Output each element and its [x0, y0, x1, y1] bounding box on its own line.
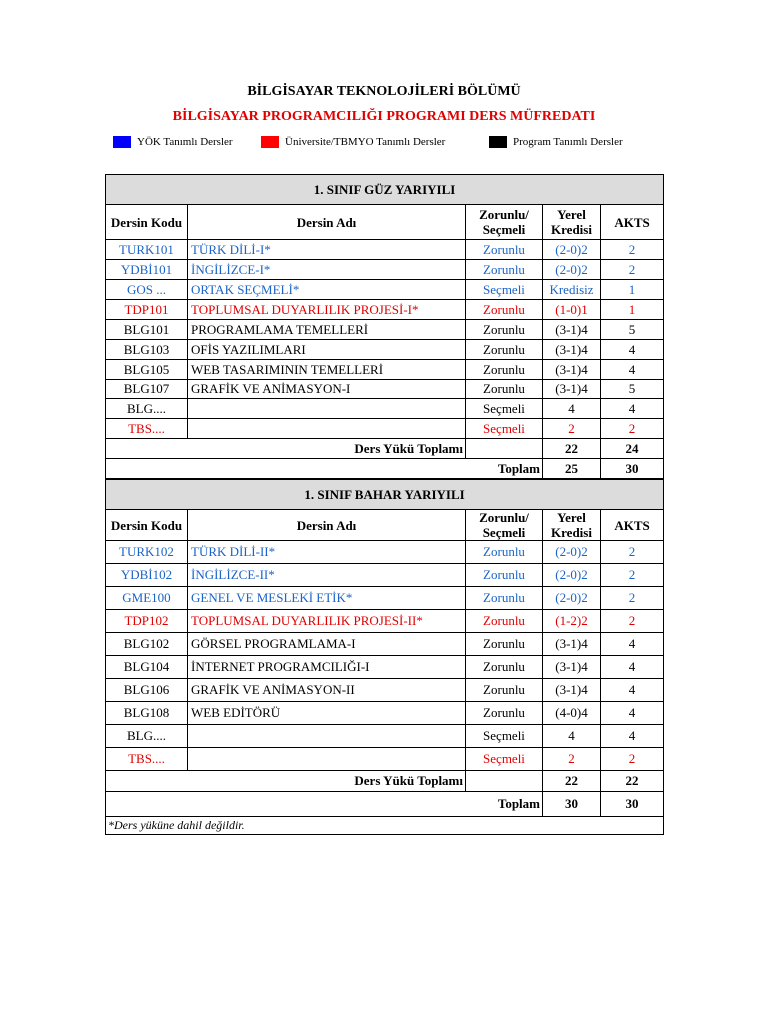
legend: [113, 136, 673, 152]
course-akts: 5: [601, 380, 664, 399]
table-row: [106, 280, 664, 300]
table-row: [106, 587, 664, 610]
course-name: TÜRK DİLİ-I*: [188, 240, 466, 260]
col-code-header: Dersin Kodu: [106, 205, 188, 240]
legend-swatch-red: [261, 136, 279, 148]
course-code: TBS....: [106, 748, 188, 771]
course-type: Zorunlu: [466, 656, 543, 679]
fall-total-label: Toplam: [106, 459, 543, 479]
legend-swatch-black: [489, 136, 507, 148]
col-type-header: Zorunlu/ Seçmeli: [466, 205, 543, 240]
course-type: Zorunlu: [466, 260, 543, 280]
table-row: [106, 320, 664, 340]
table-row: [106, 656, 664, 679]
course-name: [188, 748, 466, 771]
course-name: TÜRK DİLİ-II*: [188, 541, 466, 564]
table-row: [106, 300, 664, 320]
course-type: Seçmeli: [466, 419, 543, 439]
course-akts: 4: [601, 340, 664, 360]
course-type: Zorunlu: [466, 564, 543, 587]
course-credit: (3-1)4: [543, 360, 601, 380]
course-type: Zorunlu: [466, 360, 543, 380]
course-credit: 2: [543, 748, 601, 771]
legend-item-program: [489, 136, 623, 148]
course-code: BLG107: [106, 380, 188, 399]
course-akts: 4: [601, 633, 664, 656]
department-title: BİLGİSAYAR TEKNOLOJİLERİ BÖLÜMÜ: [247, 84, 521, 99]
course-code: TURK102: [106, 541, 188, 564]
course-type: Zorunlu: [466, 610, 543, 633]
course-code: TURK101: [106, 240, 188, 260]
course-code: BLG101: [106, 320, 188, 340]
course-credit: (2-0)2: [543, 260, 601, 280]
course-code: BLG108: [106, 702, 188, 725]
course-code: BLG102: [106, 633, 188, 656]
course-akts: 2: [601, 260, 664, 280]
course-code: GOS ...: [106, 280, 188, 300]
fall-total-credit: 25: [543, 459, 601, 479]
course-name: TOPLUMSAL DUYARLILIK PROJESİ-I*: [188, 300, 466, 320]
course-code: BLG105: [106, 360, 188, 380]
course-credit: 4: [543, 725, 601, 748]
course-name: ORTAK SEÇMELİ*: [188, 280, 466, 300]
course-type: Zorunlu: [466, 541, 543, 564]
spring-load-empty: [466, 771, 543, 792]
course-type: Zorunlu: [466, 587, 543, 610]
course-code: TBS....: [106, 419, 188, 439]
fall-load-akts: 24: [601, 439, 664, 459]
course-akts: 4: [601, 360, 664, 380]
col-name-header: Dersin Adı: [188, 510, 466, 541]
course-credit: (2-0)2: [543, 240, 601, 260]
course-type: Zorunlu: [466, 240, 543, 260]
course-name: WEB EDİTÖRÜ: [188, 702, 466, 725]
course-akts: 4: [601, 656, 664, 679]
course-name: TOPLUMSAL DUYARLILIK PROJESİ-II*: [188, 610, 466, 633]
legend-item-university: [261, 136, 445, 148]
course-code: BLG104: [106, 656, 188, 679]
spring-total-akts: 30: [601, 792, 664, 817]
course-credit: (3-1)4: [543, 633, 601, 656]
course-credit: 2: [543, 419, 601, 439]
footnote: *Ders yüküne dahil değildir.: [106, 817, 664, 835]
course-type: Seçmeli: [466, 748, 543, 771]
table-row: [106, 633, 664, 656]
course-code: YDBİ102: [106, 564, 188, 587]
course-akts: 1: [601, 280, 664, 300]
course-akts: 2: [601, 610, 664, 633]
col-type-header: Zorunlu/ Seçmeli: [466, 510, 543, 541]
course-credit: (3-1)4: [543, 380, 601, 399]
course-code: BLG103: [106, 340, 188, 360]
course-credit: (1-0)1: [543, 300, 601, 320]
fall-total-akts: 30: [601, 459, 664, 479]
course-type: Zorunlu: [466, 320, 543, 340]
course-code: BLG....: [106, 725, 188, 748]
spring-curriculum-table: [105, 479, 664, 835]
course-type: Zorunlu: [466, 679, 543, 702]
course-akts: 4: [601, 725, 664, 748]
table-row: [106, 610, 664, 633]
course-name: [188, 399, 466, 419]
table-row: [106, 360, 664, 380]
fall-curriculum-table: [105, 174, 664, 479]
course-name: GÖRSEL PROGRAMLAMA-I: [188, 633, 466, 656]
fall-load-credit: 22: [543, 439, 601, 459]
course-name: İNGİLİZCE-II*: [188, 564, 466, 587]
legend-label: Program Tanımlı Dersler: [513, 136, 623, 148]
course-credit: (3-1)4: [543, 340, 601, 360]
course-name: İNTERNET PROGRAMCILIĞI-I: [188, 656, 466, 679]
course-type: Seçmeli: [466, 280, 543, 300]
spring-course-rows: [106, 541, 664, 771]
table-row: [106, 399, 664, 419]
course-akts: 4: [601, 399, 664, 419]
course-akts: 2: [601, 541, 664, 564]
fall-semester-title: 1. SINIF GÜZ YARIYILI: [106, 175, 664, 205]
table-row: [106, 419, 664, 439]
course-credit: Kredisiz: [543, 280, 601, 300]
course-credit: (1-2)2: [543, 610, 601, 633]
course-name: [188, 725, 466, 748]
spring-load-credit: 22: [543, 771, 601, 792]
course-akts: 5: [601, 320, 664, 340]
col-credit-header: Yerel Kredisi: [543, 510, 601, 541]
course-akts: 2: [601, 419, 664, 439]
course-credit: 4: [543, 399, 601, 419]
spring-semester-title: 1. SINIF BAHAR YARIYILI: [106, 480, 664, 510]
course-type: Zorunlu: [466, 340, 543, 360]
legend-swatch-blue: [113, 136, 131, 148]
course-credit: (2-0)2: [543, 564, 601, 587]
course-name: İNGİLİZCE-I*: [188, 260, 466, 280]
col-credit-header: Yerel Kredisi: [543, 205, 601, 240]
course-code: YDBİ101: [106, 260, 188, 280]
table-row: [106, 702, 664, 725]
program-title: BİLGİSAYAR PROGRAMCILIĞI PROGRAMI DERS MÜFREDATI: [172, 109, 596, 124]
course-type: Seçmeli: [466, 725, 543, 748]
course-name: PROGRAMLAMA TEMELLERİ: [188, 320, 466, 340]
course-code: TDP102: [106, 610, 188, 633]
col-akts-header: AKTS: [601, 510, 664, 541]
course-akts: 2: [601, 748, 664, 771]
spring-total-label: Toplam: [106, 792, 543, 817]
course-akts: 4: [601, 702, 664, 725]
course-code: GME100: [106, 587, 188, 610]
course-type: Seçmeli: [466, 399, 543, 419]
fall-load-empty: [466, 439, 543, 459]
col-name-header: Dersin Adı: [188, 205, 466, 240]
table-row: [106, 260, 664, 280]
table-row: [106, 380, 664, 399]
col-akts-header: AKTS: [601, 205, 664, 240]
table-row: [106, 340, 664, 360]
course-type: Zorunlu: [466, 633, 543, 656]
fall-load-label: Ders Yükü Toplamı: [106, 439, 466, 459]
course-akts: 2: [601, 564, 664, 587]
course-akts: 2: [601, 240, 664, 260]
course-name: GRAFİK VE ANİMASYON-I: [188, 380, 466, 399]
spring-load-akts: 22: [601, 771, 664, 792]
course-code: BLG106: [106, 679, 188, 702]
course-name: GENEL VE MESLEKİ ETİK*: [188, 587, 466, 610]
table-row: [106, 240, 664, 260]
course-name: GRAFİK VE ANİMASYON-II: [188, 679, 466, 702]
course-type: Zorunlu: [466, 702, 543, 725]
legend-item-yok: [113, 136, 233, 148]
table-row: [106, 564, 664, 587]
course-credit: (2-0)2: [543, 541, 601, 564]
course-credit: (2-0)2: [543, 587, 601, 610]
table-row: [106, 541, 664, 564]
course-akts: 1: [601, 300, 664, 320]
course-akts: 4: [601, 679, 664, 702]
course-type: Zorunlu: [466, 380, 543, 399]
course-credit: (3-1)4: [543, 656, 601, 679]
table-row: [106, 679, 664, 702]
table-row: [106, 725, 664, 748]
table-row: [106, 748, 664, 771]
course-credit: (3-1)4: [543, 320, 601, 340]
col-code-header: Dersin Kodu: [106, 510, 188, 541]
spring-load-label: Ders Yükü Toplamı: [106, 771, 466, 792]
course-name: WEB TASARIMININ TEMELLERİ: [188, 360, 466, 380]
legend-label: Üniversite/TBMYO Tanımlı Dersler: [285, 136, 446, 148]
course-credit: (3-1)4: [543, 679, 601, 702]
course-code: BLG....: [106, 399, 188, 419]
course-name: OFİS YAZILIMLARI: [188, 340, 466, 360]
legend-label: YÖK Tanımlı Dersler: [137, 136, 233, 148]
course-name: [188, 419, 466, 439]
course-code: TDP101: [106, 300, 188, 320]
spring-total-credit: 30: [543, 792, 601, 817]
course-type: Zorunlu: [466, 300, 543, 320]
fall-course-rows: [106, 240, 664, 439]
course-akts: 2: [601, 587, 664, 610]
course-credit: (4-0)4: [543, 702, 601, 725]
